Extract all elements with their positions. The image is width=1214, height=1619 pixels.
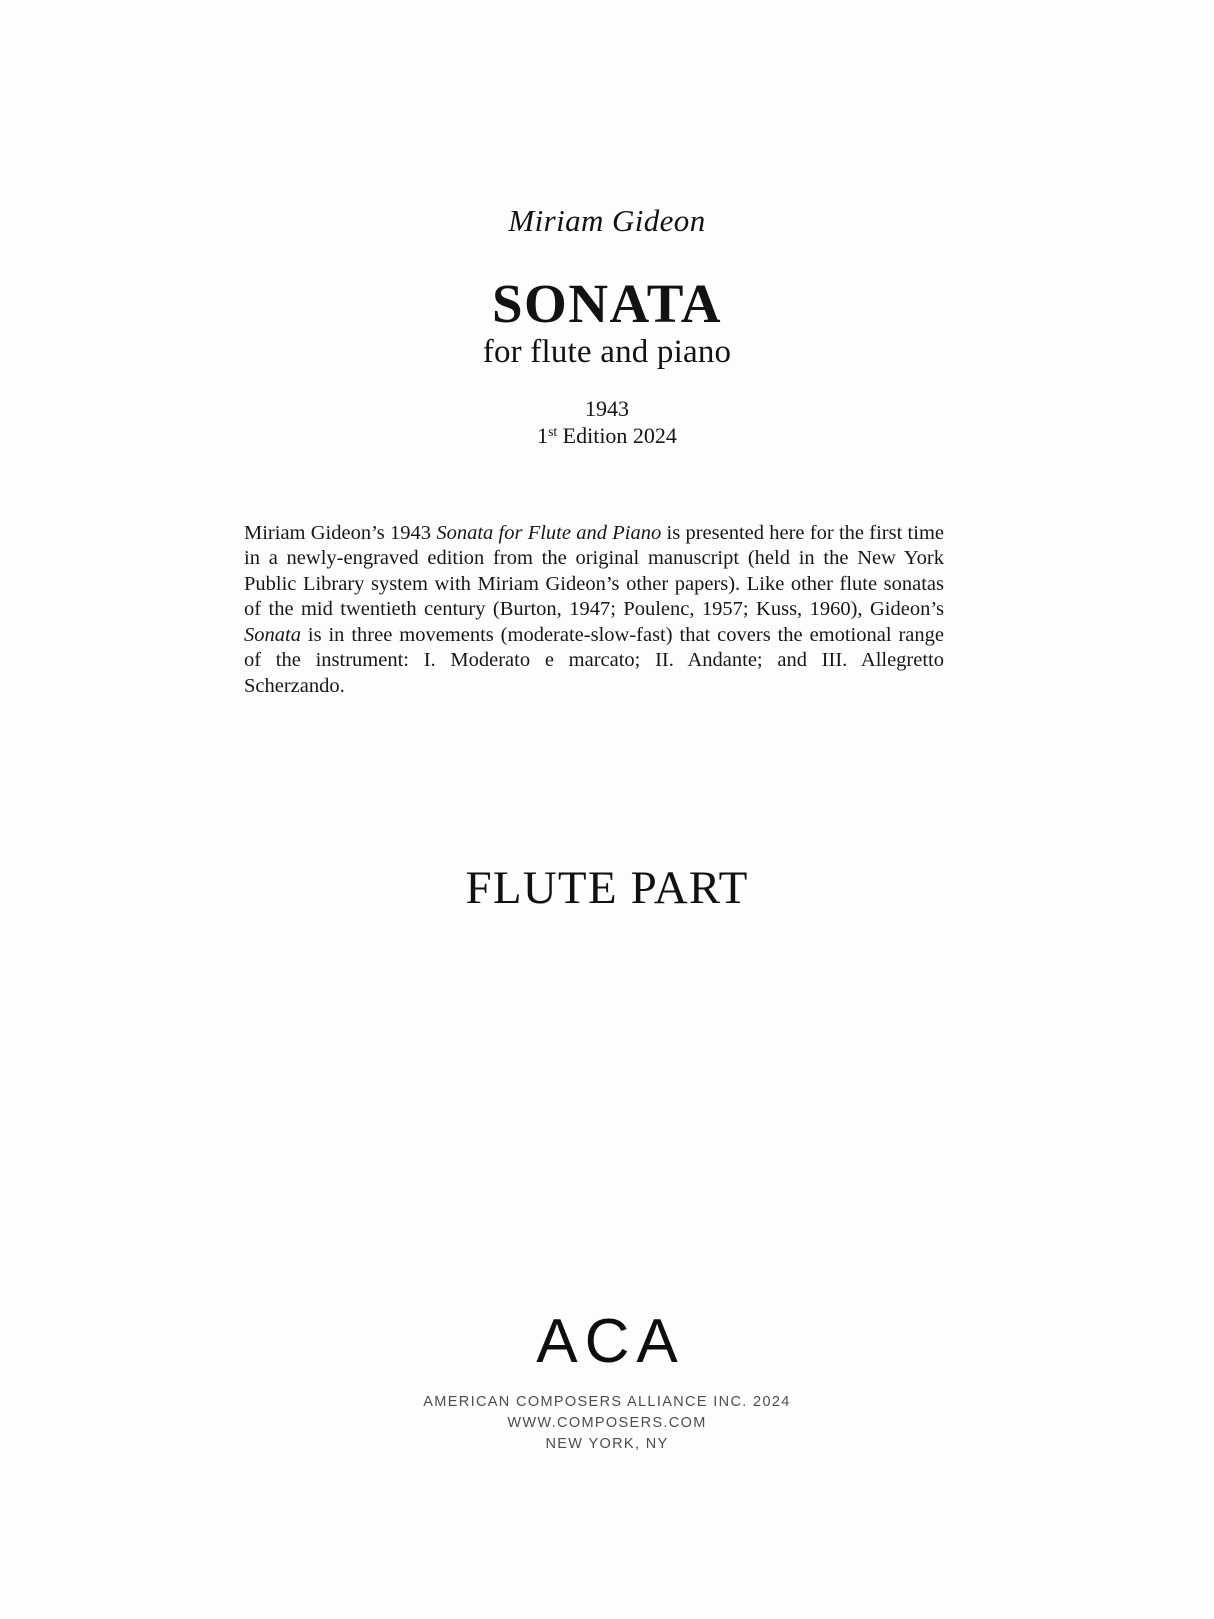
program-note-work-short-title: Sonata [244, 623, 301, 646]
composer-name: Miriam Gideon [508, 203, 706, 238]
aca-logo: ACA [536, 1307, 685, 1376]
publisher-name-line: AMERICAN COMPOSERS ALLIANCE INC. 2024 [423, 1394, 791, 1410]
program-note [244, 521, 944, 700]
edition-ordinal-suffix: st [548, 423, 558, 439]
program-note-text-2: is presented here for the first time in a newly-engraved edition from the original manuscript (held in the New York Public Library system with Miriam Gideon’s other papers). Like other flute sonatas of the mid twentieth century (Burton, 1947; Poulenc, 1957; Kuss, 1960), Gideon’s [244, 521, 944, 621]
publisher-footer [0, 1392, 1214, 1455]
program-note-text-1: Miriam Gideon’s 1943 [244, 521, 437, 544]
edition-text: Edition 2024 [557, 423, 677, 448]
page-title: SONATA [491, 273, 723, 334]
part-heading: FLUTE PART [465, 862, 749, 914]
edition-line [0, 423, 1214, 449]
work-subtitle: for flute and piano [482, 334, 732, 370]
program-note-work-title: Sonata for Flute and Piano [436, 521, 662, 544]
composition-year: 1943 [585, 396, 629, 421]
publisher-location-line: NEW YORK, NY [545, 1436, 669, 1452]
program-note-text-3: is in three movements (moderate-slow-fast) that covers the emotional range of the instrument: I. Moderato e marcato; II. Andante; and III. Allegretto Scherzando. [244, 623, 944, 698]
edition-number: 1 [537, 423, 549, 448]
publisher-website-line: WWW.COMPOSERS.COM [507, 1415, 707, 1431]
